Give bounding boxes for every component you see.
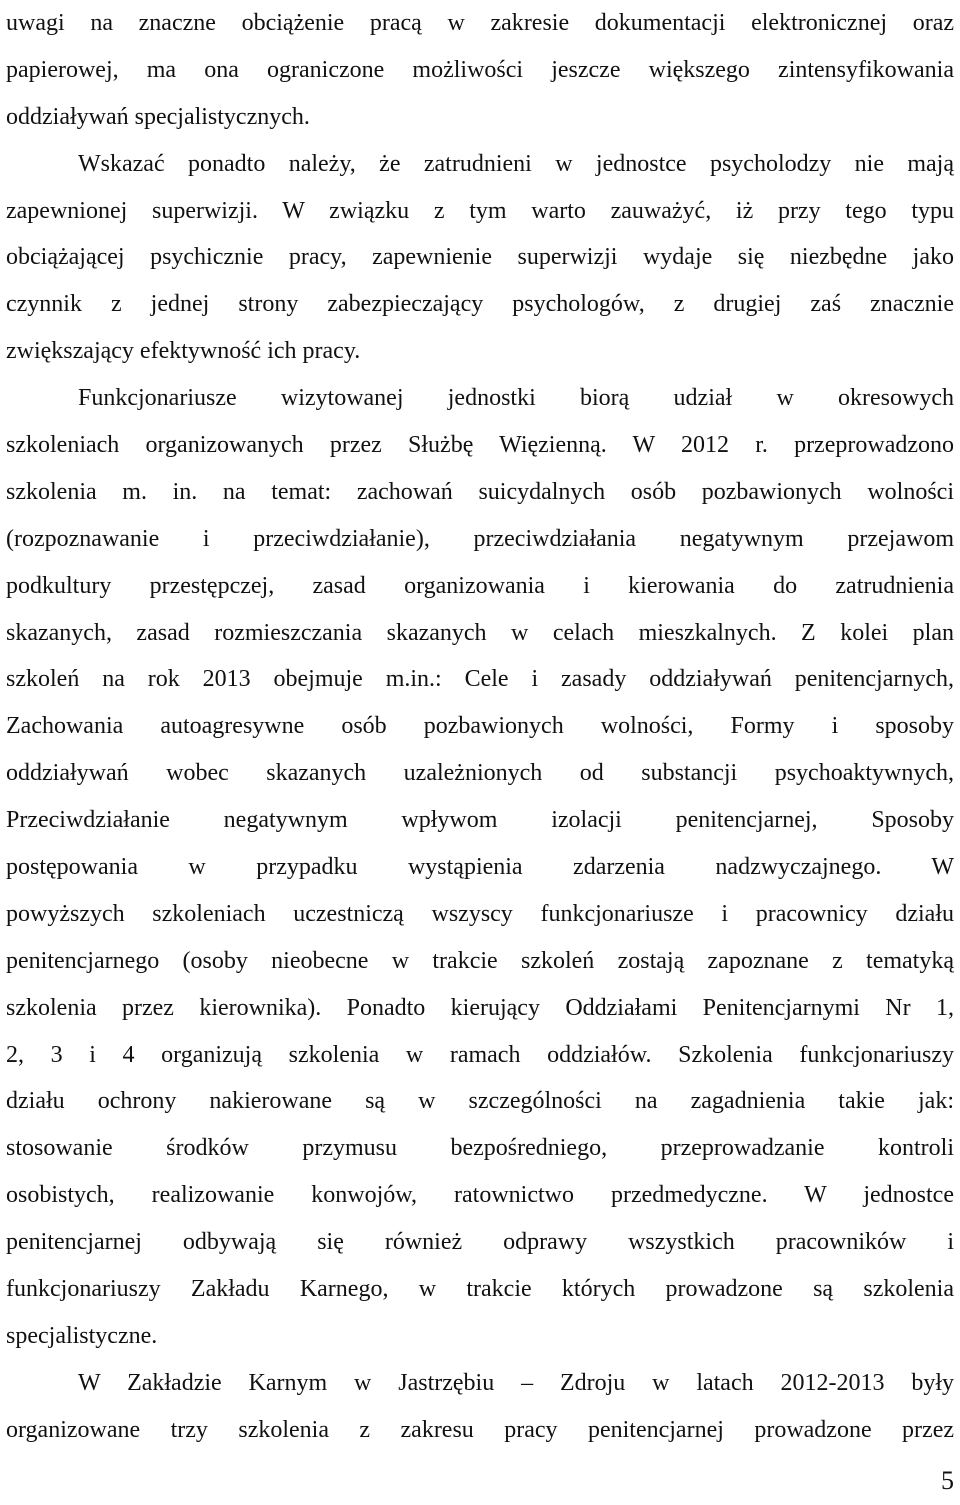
text-line: oddziaływań wobec skazanych uzależnionych od substancji psychoaktywnych, [6, 760, 954, 787]
text-line: Przeciwdziałanie negatywnym wpływom izolacji penitencjarnej, Sposoby [6, 807, 954, 834]
text-line: powyższych szkoleniach uczestniczą wszyscy funkcjonariusze i pracownicy działu [6, 900, 954, 927]
paragraph-4 [6, 1360, 954, 1454]
text-line: Funkcjonariusze wizytowanej jednostki biorą udział w okresowych [78, 385, 954, 412]
text-line: zwiększający efektywność ich pracy. [6, 338, 361, 365]
page-number: 5 [941, 1466, 954, 1495]
text-line: zapewnionej superwizji. W związku z tym warto zauważyć, iż przy tego typu [6, 197, 954, 224]
text-line: obciążającej psychicznie pracy, zapewnienie superwizji wydaje się niezbędne jako [6, 244, 954, 271]
text-line: oddziaływań specjalistycznych. [6, 103, 310, 130]
text-line: działu ochrony nakierowane są w szczególności na zagadnienia takie jak: [6, 1088, 954, 1115]
text-line: penitencjarnego (osoby nieobecne w trakcie szkoleń zostają zapoznane z tematyką [6, 947, 954, 974]
text-line: (rozpoznawanie i przeciwdziałanie), przeciwdziałania negatywnym przejawom [6, 525, 954, 552]
text-line: W Zakładzie Karnym w Jastrzębiu – Zdroju w latach 2012-2013 były [78, 1369, 954, 1396]
text-line: funkcjonariuszy Zakładu Karnego, w trakcie których prowadzone są szkolenia [6, 1276, 954, 1303]
text-line: Wskazać ponadto należy, że zatrudnieni w jednostce psycholodzy nie mają [78, 150, 954, 177]
text-line: specjalistyczne. [6, 1322, 158, 1349]
text-line: szkolenia przez kierownika). Ponadto kierujący Oddziałami Penitencjarnymi Nr 1, [6, 994, 954, 1021]
text-line: szkolenia m. in. na temat: zachowań suicydalnych osób pozbawionych wolności [6, 478, 954, 505]
paragraph-3 [6, 375, 954, 1360]
text-line: 2, 3 i 4 organizują szkolenia w ramach oddziałów. Szkolenia funkcjonariuszy [6, 1041, 954, 1068]
text-line: organizowane trzy szkolenia z zakresu pracy penitencjarnej prowadzone przez [6, 1416, 954, 1443]
text-line: podkultury przestępczej, zasad organizowania i kierowania do zatrudnienia [6, 572, 954, 599]
text-line: postępowania w przypadku wystąpienia zdarzenia nadzwyczajnego. W [6, 854, 954, 881]
text-line: osobistych, realizowanie konwojów, ratownictwo przedmedyczne. W jednostce [6, 1182, 954, 1209]
paragraph-1 [6, 0, 954, 141]
text-line: szkoleniach organizowanych przez Służbę Więzienną. W 2012 r. przeprowadzono [6, 432, 954, 459]
text-line: czynnik z jednej strony zabezpieczający psychologów, z drugiej zaś znacznie [6, 291, 954, 318]
text-line: papierowej, ma ona ograniczone możliwości jeszcze większego zintensyfikowania [6, 56, 954, 83]
text-line: szkoleń na rok 2013 obejmuje m.in.: Cele i zasady oddziaływań penitencjarnych, [6, 666, 954, 693]
paragraph-2 [6, 141, 954, 375]
text-line: stosowanie środków przymusu bezpośredniego, przeprowadzanie kontroli [6, 1135, 954, 1162]
text-line: skazanych, zasad rozmieszczania skazanych w celach mieszkalnych. Z kolei plan [6, 619, 954, 646]
text-line: Zachowania autoagresywne osób pozbawionych wolności, Formy i sposoby [6, 713, 954, 740]
text-line: uwagi na znaczne obciążenie pracą w zakresie dokumentacji elektronicznej oraz [6, 10, 954, 36]
document-body [6, 0, 954, 1454]
text-line: penitencjarnej odbywają się również odprawy wszystkich pracowników i [6, 1229, 954, 1256]
